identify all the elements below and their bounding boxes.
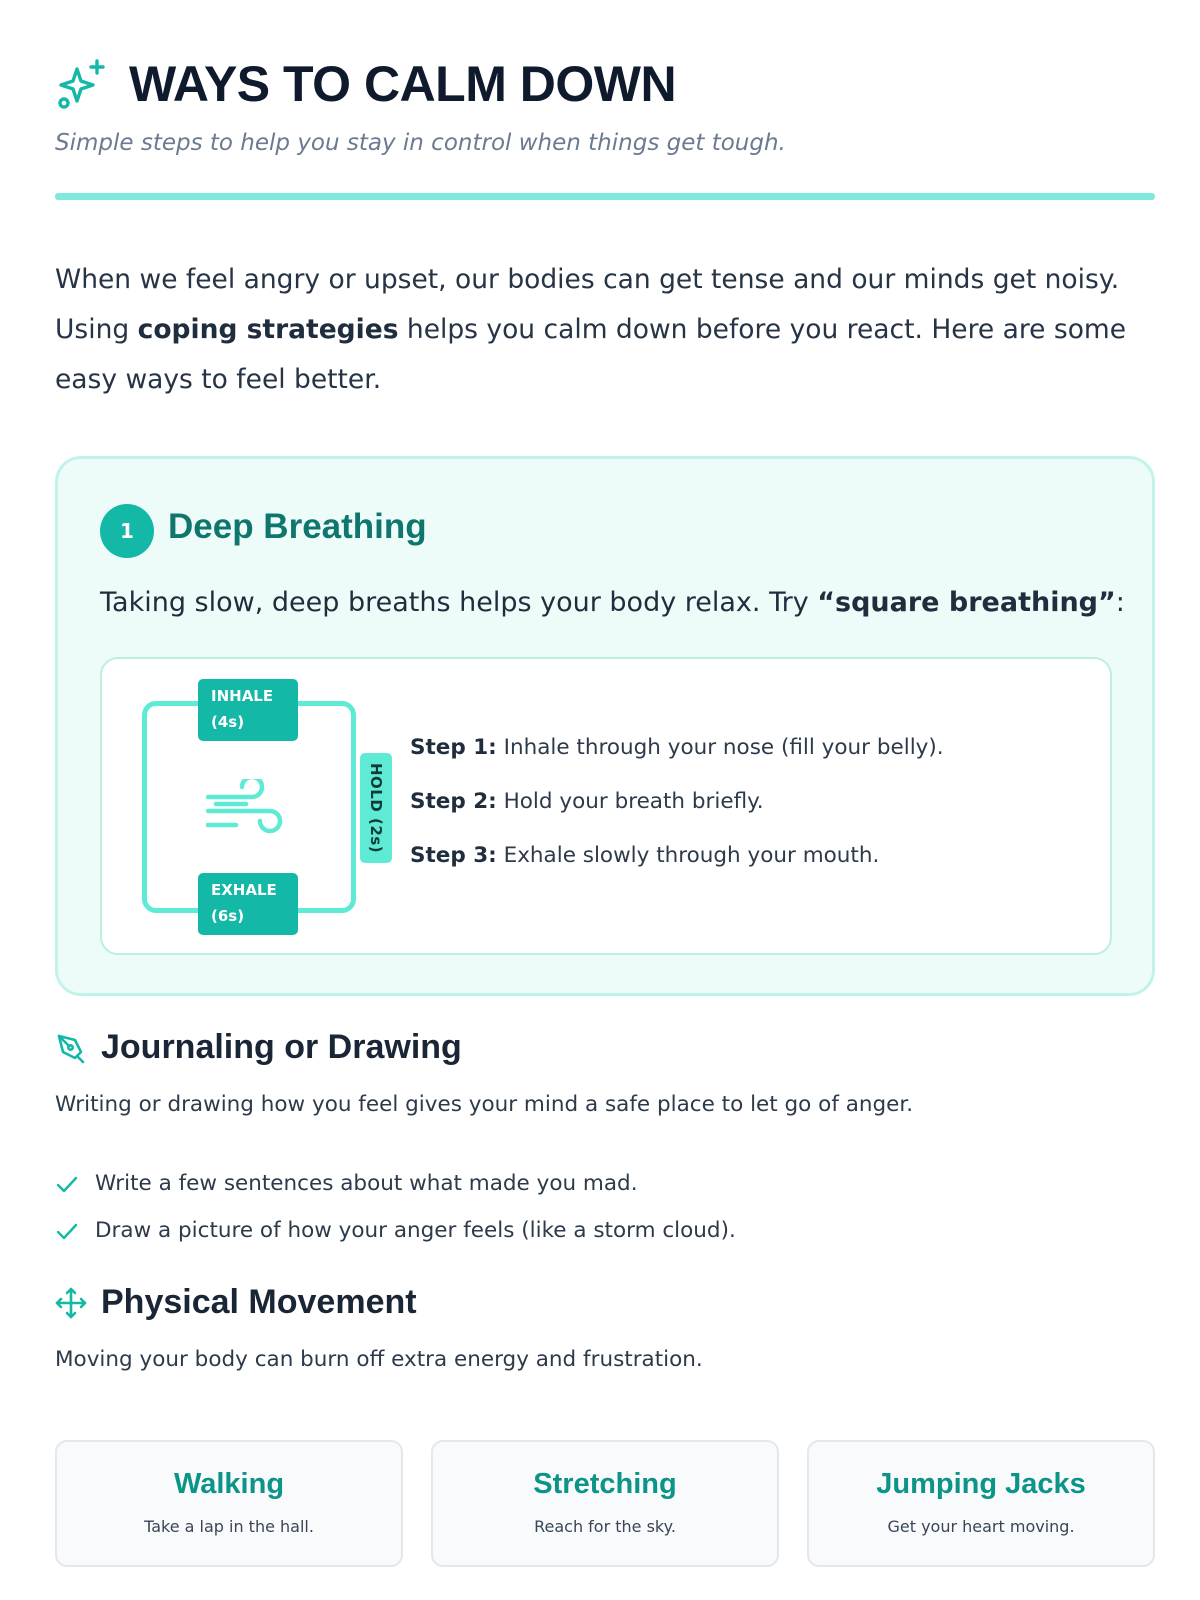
- page-title: WAYS TO CALM DOWN: [129, 56, 677, 112]
- list-item-text: Write a few sentences about what made you mad.: [95, 1171, 638, 1196]
- step-item: [410, 733, 944, 787]
- step-item: [410, 841, 944, 895]
- inhale-label: INHALE: [211, 687, 274, 705]
- step-number-badge: 1: [100, 504, 154, 558]
- move-arrows-icon: [55, 1287, 87, 1319]
- movement-card-desc: Get your heart moving.: [887, 1517, 1075, 1536]
- list-item-text: Draw a picture of how your anger feels (like a storm cloud).: [95, 1218, 736, 1243]
- breathing-card: [55, 456, 1155, 996]
- movement-card-title: Stretching: [533, 1468, 677, 1500]
- movement-card-desc: Take a lap in the hall.: [144, 1517, 314, 1536]
- exhale-time: (6s): [211, 907, 245, 925]
- desc-bold-text: “square breathing”: [817, 587, 1116, 618]
- list-item: [55, 1160, 736, 1207]
- exhale-tag: [198, 873, 298, 935]
- breathing-steps: [410, 733, 944, 895]
- sparkle-icon: [55, 57, 109, 111]
- journaling-header: [55, 1028, 462, 1067]
- square-breathing-panel: [100, 657, 1112, 955]
- movement-card-title: Jumping Jacks: [876, 1468, 1086, 1500]
- step-text: Inhale through your nose (fill your belly).: [496, 735, 944, 760]
- intro-line: easy ways to feel better.: [55, 364, 382, 395]
- step-text: Hold your breath briefly.: [496, 789, 764, 814]
- intro-paragraph: [55, 255, 1155, 405]
- header-divider: [55, 193, 1155, 200]
- step-label: Step 2:: [410, 789, 497, 814]
- intro-text: helps you calm down before you react. Here are some: [398, 314, 1127, 345]
- movement-card-title: Walking: [173, 1468, 285, 1500]
- step-label: Step 1:: [410, 735, 497, 760]
- inhale-tag: [198, 679, 298, 741]
- journaling-description: Writing or drawing how you feel gives your mind a safe place to let go of anger.: [55, 1092, 914, 1117]
- desc-text: Taking slow, deep breaths helps your body relax. Try: [100, 587, 818, 618]
- movement-cards: [55, 1440, 1155, 1567]
- movement-card-stretching: [431, 1440, 779, 1567]
- pen-tool-icon: [55, 1032, 87, 1064]
- page-header: [55, 52, 676, 116]
- list-item: [55, 1207, 736, 1254]
- hold-tag: [360, 753, 392, 863]
- movement-card-jumping-jacks: [807, 1440, 1155, 1567]
- breathing-description: [100, 587, 1125, 618]
- inhale-time: (4s): [211, 713, 245, 731]
- check-icon: [55, 1219, 79, 1243]
- desc-text: :: [1115, 587, 1125, 618]
- step-label: Step 3:: [410, 843, 497, 868]
- journaling-list: [55, 1160, 736, 1254]
- movement-description: Moving your body can burn off extra energy and frustration.: [55, 1347, 703, 1372]
- journaling-title: Journaling or Drawing: [101, 1028, 462, 1066]
- intro-line: When we feel angry or upset, our bodies can get tense and our minds get noisy.: [55, 264, 1120, 295]
- check-icon: [55, 1172, 79, 1196]
- movement-header: [55, 1283, 417, 1322]
- hold-label: HOLD (2s): [367, 762, 385, 854]
- intro-text: Using: [55, 314, 138, 345]
- movement-card-desc: Reach for the sky.: [534, 1517, 676, 1536]
- breathing-title: Deep Breathing: [168, 507, 427, 546]
- movement-card-walking: [55, 1440, 403, 1567]
- exhale-label: EXHALE: [211, 881, 277, 899]
- page-subtitle: Simple steps to help you stay in control when things get tough.: [55, 130, 786, 156]
- step-item: [410, 787, 944, 841]
- wind-icon: [206, 779, 286, 841]
- intro-bold-text: coping strategies: [137, 314, 399, 345]
- step-text: Exhale slowly through your mouth.: [496, 843, 880, 868]
- intro-line: [55, 305, 1155, 355]
- movement-title: Physical Movement: [101, 1283, 417, 1321]
